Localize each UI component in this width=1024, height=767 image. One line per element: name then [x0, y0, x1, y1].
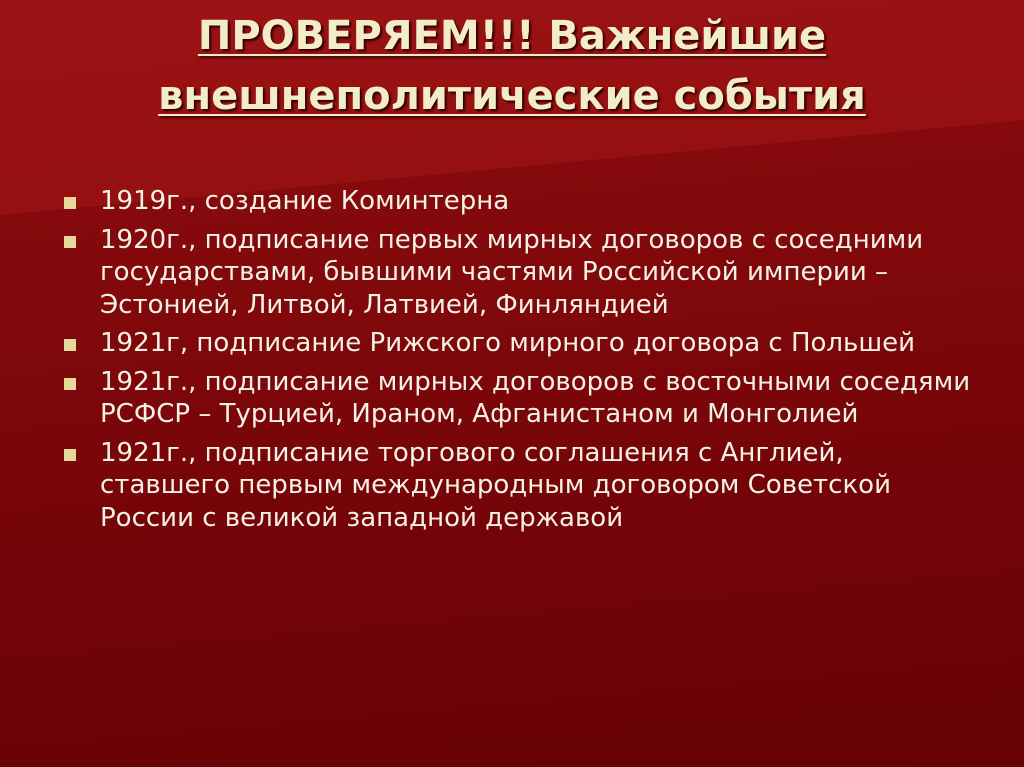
list-item-text: 1921г., подписание торгового соглашения с Англией, ставшего первым международным договором Советской России с великой западной державой — [100, 437, 891, 533]
square-bullet-icon — [64, 197, 76, 209]
list-item — [60, 366, 980, 431]
list-item-text: 1920г., подписание первых мирных договоров с соседними государствами, бывшими частями Российской империи – Эстонией, Литвой, Латвией, Финляндией — [100, 224, 924, 320]
events-list — [60, 185, 980, 540]
square-bullet-icon — [64, 378, 76, 390]
list-item — [60, 224, 980, 322]
square-bullet-icon — [64, 339, 76, 351]
list-item-text: 1921г., подписание мирных договоров с восточными соседями РСФСР – Турцией, Ираном, Афганистаном и Монголией — [100, 366, 971, 429]
slide-title-line-1: ПРОВЕРЯЕМ!!! Важнейшие — [197, 13, 827, 59]
slide-title-line-2: внешнеполитические события — [158, 73, 866, 119]
square-bullet-icon — [64, 236, 76, 248]
list-item — [60, 185, 980, 218]
list-item-text: 1919г., создание Коминтерна — [100, 186, 510, 216]
list-item — [60, 327, 980, 360]
list-item — [60, 437, 980, 535]
slide-title — [60, 6, 964, 126]
list-item-text: 1921г, подписание Рижского мирного договора с Польшей — [100, 328, 916, 358]
square-bullet-icon — [64, 449, 76, 461]
